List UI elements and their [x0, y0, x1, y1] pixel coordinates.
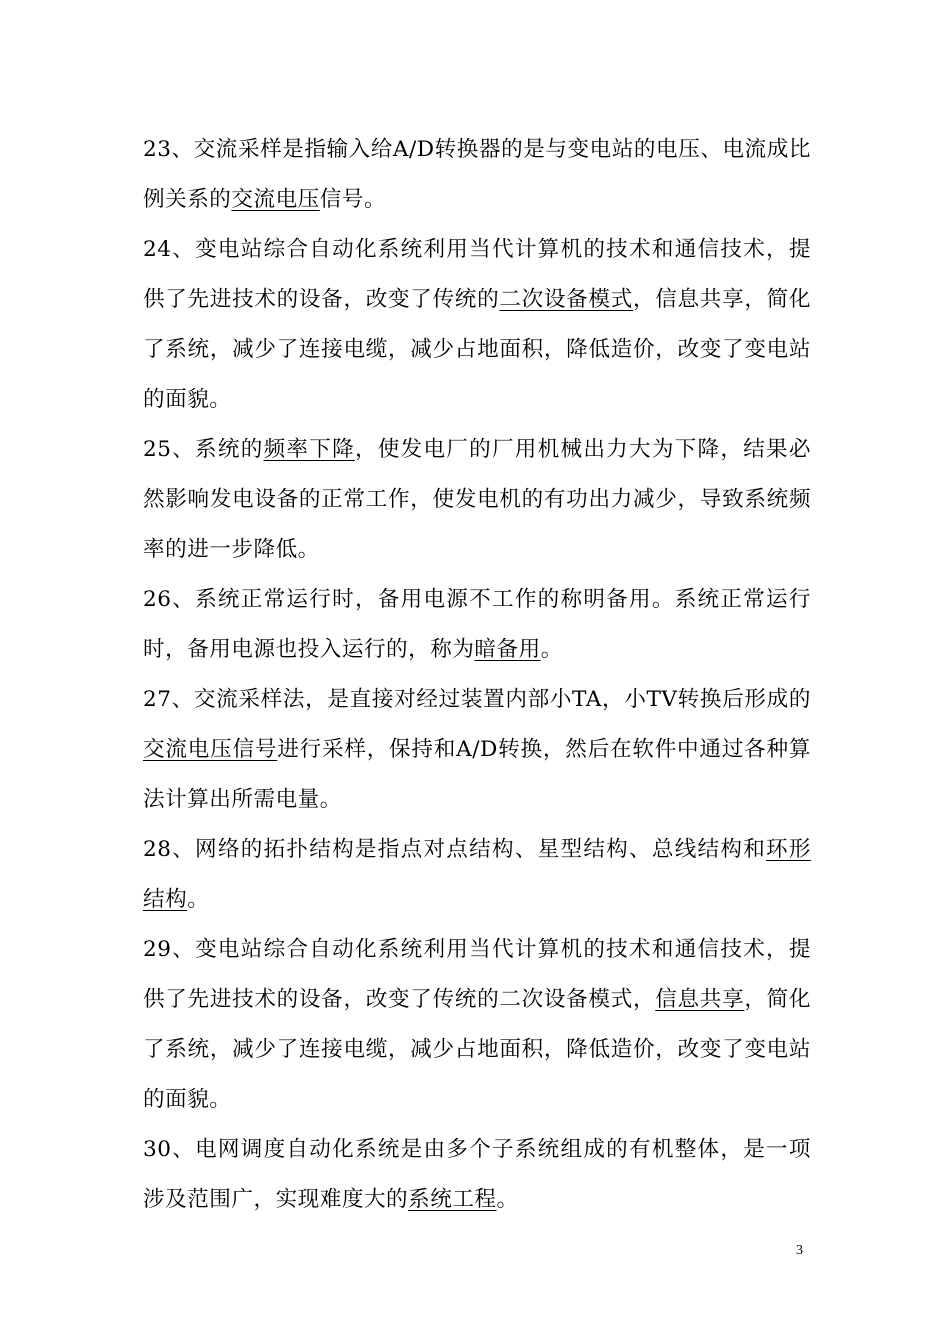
question-28: [143, 825, 811, 925]
text-segment: 信号。: [319, 187, 387, 212]
answer-underlined: 系统工程: [408, 1187, 497, 1212]
text-segment: 进行采样，保持和A/D转换，然后在软件中通过各种算法计算出所需电量。: [143, 737, 811, 812]
question-26: [143, 575, 811, 675]
text-segment: 24、变电站综合自动化系统利用当代计算机的技术和通信技术，提供了先进技术的设备，改变了传统的: [143, 237, 811, 312]
text-segment: 。: [540, 637, 563, 662]
answer-underlined: 暗备用: [474, 637, 541, 662]
question-24: [143, 225, 811, 425]
text-segment: 28、网络的拓扑结构是指点对点结构、星型结构、总线结构和: [143, 837, 767, 862]
answer-underlined: 交流电压信号: [143, 737, 278, 762]
text-segment: ，简化了系统，减少了连接电缆，减少占地面积，降低造价，改变了变电站的面貌。: [143, 987, 811, 1112]
text-segment: ，使发电厂的厂用机械出力大为下降，结果必然影响发电设备的正常工作，使发电机的有功出力减少，导致系统频率的进一步降低。: [143, 437, 811, 562]
text-segment: 30、电网调度自动化系统是由多个子系统组成的有机整体，是一项涉及范围广，实现难度大的: [143, 1137, 811, 1212]
text-segment: 27、交流采样法，是直接对经过装置内部小TA，小TV转换后形成的: [143, 687, 811, 712]
question-27: [143, 675, 811, 825]
answer-underlined: 交流电压: [231, 187, 320, 212]
answer-underlined: 二次设备模式: [499, 287, 633, 312]
question-30: [143, 1125, 811, 1225]
question-23: [143, 125, 811, 225]
answer-underlined: 环形结构: [143, 837, 811, 912]
text-segment: 29、变电站综合自动化系统利用当代计算机的技术和通信技术，提供了先进技术的设备，改变了传统的二次设备模式，: [143, 937, 811, 1012]
text-segment: 。: [187, 887, 210, 912]
text-segment: 25、系统的: [143, 437, 264, 462]
text-segment: 26、系统正常运行时，备用电源不工作的称明备用。系统正常运行时，备用电源也投入运行的，称为: [143, 587, 811, 662]
page-number: 3: [796, 1243, 803, 1258]
answer-underlined: 信息共享: [655, 987, 745, 1012]
text-segment: ，信息共享，简化了系统，减少了连接电缆，减少占地面积，降低造价，改变了变电站的面貌。: [143, 287, 811, 412]
text-segment: 。: [496, 1187, 519, 1212]
text-segment: 23、交流采样是指输入给A/D转换器的是与变电站的电压、电流成比例关系的: [143, 137, 811, 212]
document-body: [143, 125, 811, 1225]
answer-underlined: 频率下降: [263, 437, 355, 462]
question-25: [143, 425, 811, 575]
question-29: [143, 925, 811, 1125]
